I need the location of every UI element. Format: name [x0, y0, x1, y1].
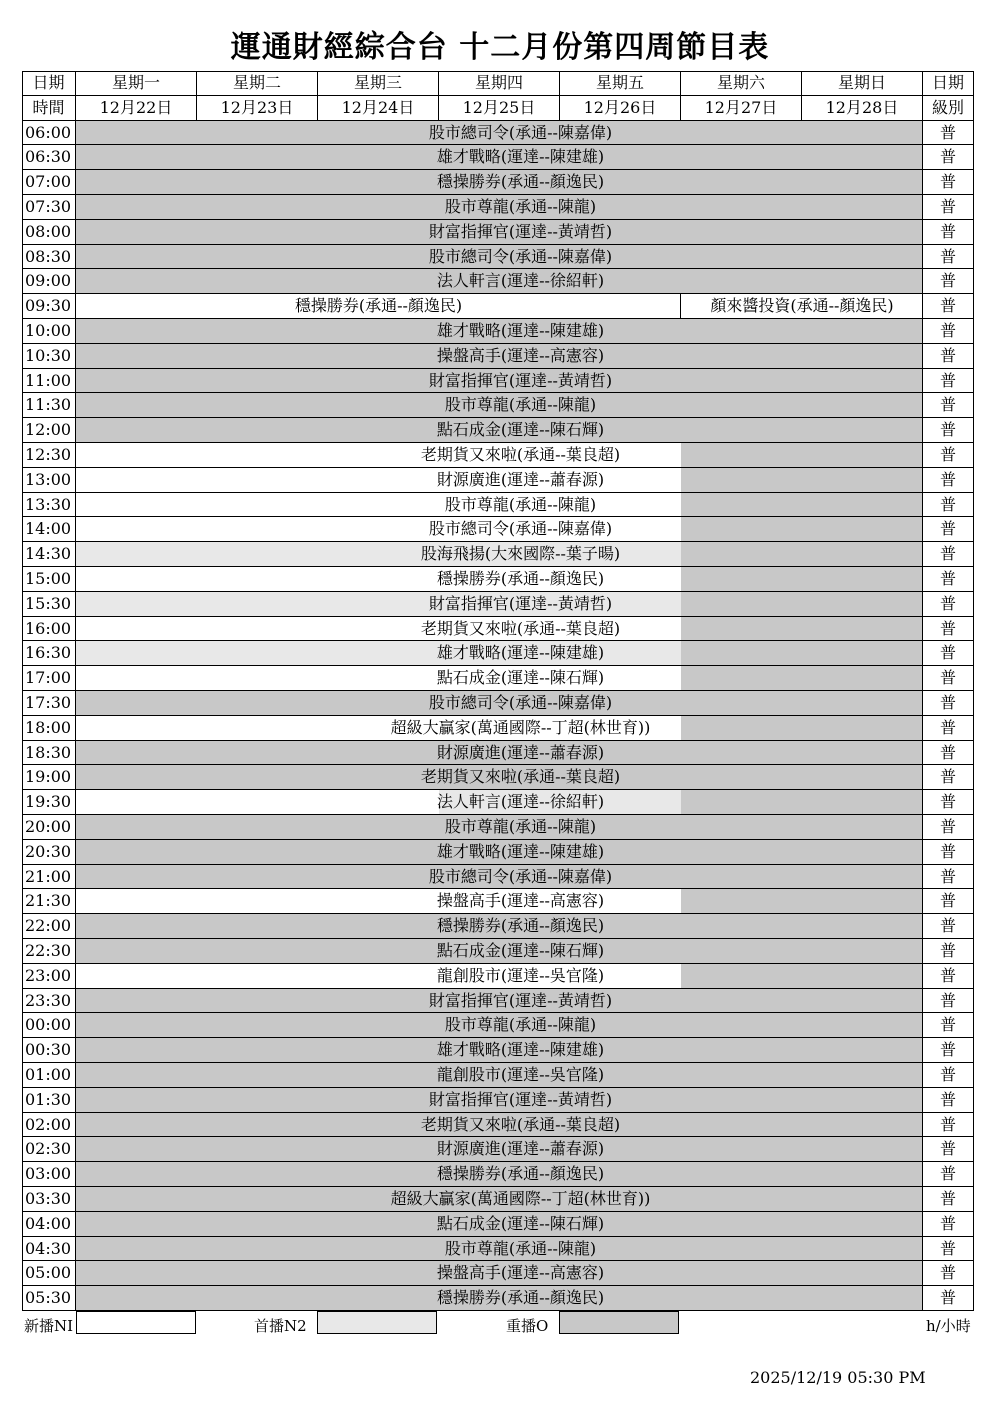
time-slot: 23:30: [22, 989, 76, 1014]
rating-level: 普: [923, 1063, 974, 1088]
legend-rerun-label: 重播O: [506, 1317, 549, 1335]
program-title: 財富指揮官(運達--黃靖哲): [428, 221, 613, 241]
time-slot: 16:30: [22, 641, 76, 666]
rating-level: 普: [923, 765, 974, 790]
program-title: 股市總司令(承通--陳嘉偉): [428, 866, 613, 886]
time-slot: 06:30: [22, 145, 76, 170]
program-title: 點石成金(運達--陳石輝): [436, 420, 605, 440]
time-slot: 21:00: [22, 865, 76, 890]
legend-first-swatch: [317, 1311, 437, 1334]
rating-level: 普: [923, 790, 974, 815]
program-title: 操盤高手(運達--高憲容): [436, 1263, 605, 1283]
rating-level: 普: [923, 319, 974, 344]
time-slot: 21:30: [22, 889, 76, 914]
program-title: 雄才戰略(運達--陳建雄): [436, 643, 605, 663]
program-title: 老期貨又來啦(承通--葉良超): [420, 1114, 621, 1134]
time-slot: 04:00: [22, 1212, 76, 1237]
day-header: 星期六: [681, 71, 802, 96]
legend-first-label: 首播N2: [254, 1317, 307, 1335]
rating-level: 普: [923, 170, 974, 195]
rating-level: 普: [923, 393, 974, 418]
rating-level: 普: [923, 815, 974, 840]
time-slot: 07:00: [22, 170, 76, 195]
rating-level: 普: [923, 716, 974, 741]
program-title: 穩操勝券(承通--顏逸民): [436, 1288, 605, 1308]
rating-level: 普: [923, 220, 974, 245]
time-slot: 13:30: [22, 493, 76, 518]
time-slot: 11:30: [22, 393, 76, 418]
rating-level: 普: [923, 145, 974, 170]
time-slot: 01:30: [22, 1088, 76, 1113]
program-title: 股市總司令(承通--陳嘉偉): [428, 122, 613, 142]
program-title: 法人軒言(運達--徐紹軒): [436, 271, 605, 291]
program-title: 老期貨又來啦(承通--葉良超): [420, 445, 621, 464]
time-slot: 00:30: [22, 1038, 76, 1063]
date-header: 12月26日: [560, 96, 681, 121]
program-title: 財源廣進(運達--蕭春源): [436, 742, 605, 762]
rating-level: 普: [923, 443, 974, 468]
time-slot: 23:00: [22, 964, 76, 989]
program-title: 財富指揮官(運達--黃靖哲): [428, 370, 613, 390]
rating-level: 普: [923, 269, 974, 294]
time-slot: 11:00: [22, 369, 76, 394]
rating-level: 普: [923, 493, 974, 518]
program-title: 雄才戰略(運達--陳建雄): [436, 147, 605, 167]
time-slot: 00:00: [22, 1013, 76, 1038]
time-slot: 19:00: [22, 765, 76, 790]
time-slot: 16:00: [22, 617, 76, 642]
rating-level: 普: [923, 121, 974, 146]
time-slot: 13:00: [22, 468, 76, 493]
time-slot: 12:00: [22, 418, 76, 443]
rating-level: 普: [923, 294, 974, 319]
program-title: 財源廣進(運達--蕭春源): [436, 1139, 605, 1159]
time-slot: 05:30: [22, 1286, 76, 1311]
rating-level: 普: [923, 914, 974, 939]
time-slot: 22:30: [22, 939, 76, 964]
legend-new-swatch: [76, 1311, 196, 1334]
header-date-label-right: 日期: [923, 71, 974, 96]
time-slot: 10:30: [22, 344, 76, 369]
rating-level: 普: [923, 989, 974, 1014]
rating-level: 普: [923, 195, 974, 220]
program-title: 財富指揮官(運達--黃靖哲): [428, 593, 613, 613]
legend: [22, 1311, 974, 1337]
time-slot: 18:00: [22, 716, 76, 741]
program-title: 穩操勝券(承通--顏逸民): [436, 172, 605, 192]
rating-level: 普: [923, 1137, 974, 1162]
legend-unit: h/小時: [926, 1317, 971, 1335]
rating-level: 普: [923, 1162, 974, 1187]
rating-level: 普: [923, 939, 974, 964]
rating-level: 普: [923, 1286, 974, 1311]
program-title: 點石成金(運達--陳石輝): [436, 1213, 605, 1233]
time-slot: 08:30: [22, 245, 76, 270]
program-title: 老期貨又來啦(承通--葉良超): [420, 767, 621, 787]
header-date-label: 日期: [22, 71, 76, 96]
rating-level: 普: [923, 344, 974, 369]
rating-level: 普: [923, 641, 974, 666]
header-time-label: 時間: [22, 96, 76, 121]
program-title: 雄才戰略(運達--陳建雄): [436, 1040, 605, 1060]
time-slot: 14:30: [22, 542, 76, 567]
rating-level: 普: [923, 1113, 974, 1138]
program-title: 股海飛揚(大來國際--葉子暘): [420, 544, 621, 564]
program-title: 股市尊龍(承通--陳龍): [444, 197, 597, 216]
rating-level: 普: [923, 1038, 974, 1063]
date-header: 12月23日: [197, 96, 318, 121]
rating-level: 普: [923, 542, 974, 567]
program-title: 股市尊龍(承通--陳龍): [444, 1238, 597, 1258]
rating-level: 普: [923, 666, 974, 691]
time-slot: 15:30: [22, 592, 76, 617]
rating-level: 普: [923, 741, 974, 766]
rating-level: 普: [923, 418, 974, 443]
schedule-table: [22, 71, 974, 1311]
program-title: 超級大贏家(萬通國際--丁超(林世育)): [390, 1189, 651, 1208]
program-title: 龍創股市(運達--吳官隆): [436, 1065, 605, 1084]
program-title: 點石成金(運達--陳石輝): [436, 668, 605, 688]
time-slot: 07:30: [22, 195, 76, 220]
rating-level: 普: [923, 1187, 974, 1212]
program-title: 股市總司令(承通--陳嘉偉): [428, 519, 613, 539]
rating-level: 普: [923, 1088, 974, 1113]
program-title: 超級大贏家(萬通國際--丁超(林世育)): [390, 717, 651, 737]
rating-level: 普: [923, 369, 974, 394]
time-slot: 17:30: [22, 691, 76, 716]
day-header: 星期二: [197, 71, 318, 96]
time-slot: 20:30: [22, 840, 76, 865]
legend-new-label: 新播NI: [24, 1317, 74, 1335]
program-title: 穩操勝券(承通--顏逸民): [436, 569, 605, 588]
rating-level: 普: [923, 468, 974, 493]
time-slot: 18:30: [22, 741, 76, 766]
program-title: 法人軒言(運達--徐紹軒): [436, 792, 605, 812]
program-title: 穩操勝券(承通--顏逸民): [436, 916, 605, 936]
time-slot: 06:00: [22, 121, 76, 146]
date-header: 12月27日: [681, 96, 802, 121]
rating-level: 普: [923, 840, 974, 865]
program-title: 操盤高手(運達--高憲容): [436, 345, 605, 365]
program-title: 股市總司令(承通--陳嘉偉): [428, 246, 613, 266]
rating-level: 普: [923, 865, 974, 890]
print-timestamp: 2025/12/19 05:30 PM: [750, 1368, 926, 1387]
rating-level: 普: [923, 245, 974, 270]
program-title: 財富指揮官(運達--黃靖哲): [428, 990, 613, 1010]
program-title-weekend: 顏來醬投資(承通--顏逸民): [710, 296, 894, 316]
program-title: 龍創股市(運達--吳官隆): [436, 965, 605, 985]
time-slot: 15:00: [22, 567, 76, 592]
rating-level: 普: [923, 1261, 974, 1286]
program-title: 老期貨又來啦(承通--葉良超): [420, 618, 621, 638]
day-header: 星期三: [318, 71, 439, 96]
time-slot: 20:00: [22, 815, 76, 840]
rating-level: 普: [923, 889, 974, 914]
time-slot: 10:00: [22, 319, 76, 344]
program-title: 雄才戰略(運達--陳建雄): [436, 841, 605, 861]
legend-rerun-swatch: [559, 1311, 679, 1334]
program-title: 股市尊龍(承通--陳龍): [444, 494, 597, 514]
date-header: 12月28日: [802, 96, 923, 121]
rating-level: 普: [923, 691, 974, 716]
program-title: 財富指揮官(運達--黃靖哲): [428, 1089, 613, 1109]
page-title: 運通財經綜合台 十二月份第四周節目表: [230, 30, 770, 65]
program-title: 財源廣進(運達--蕭春源): [436, 469, 605, 489]
rating-level: 普: [923, 964, 974, 989]
date-header: 12月22日: [76, 96, 197, 121]
program-title: 股市尊龍(承通--陳龍): [444, 395, 597, 415]
day-header: 星期五: [560, 71, 681, 96]
time-slot: 01:00: [22, 1063, 76, 1088]
program-title: 雄才戰略(運達--陳建雄): [436, 321, 605, 340]
program-title: 穩操勝券(承通--顏逸民): [294, 296, 463, 316]
day-header: 星期四: [439, 71, 560, 96]
time-slot: 05:00: [22, 1261, 76, 1286]
day-header: 星期一: [76, 71, 197, 96]
time-slot: 14:00: [22, 517, 76, 542]
date-header: 12月24日: [318, 96, 439, 121]
rating-level: 普: [923, 617, 974, 642]
program-title: 股市總司令(承通--陳嘉偉): [428, 693, 613, 712]
time-slot: 12:30: [22, 443, 76, 468]
time-slot: 17:00: [22, 666, 76, 691]
time-slot: 04:30: [22, 1237, 76, 1262]
rating-level: 普: [923, 1013, 974, 1038]
time-slot: 02:00: [22, 1113, 76, 1138]
program-title: 股市尊龍(承通--陳龍): [444, 1015, 597, 1035]
time-slot: 09:00: [22, 269, 76, 294]
time-slot: 08:00: [22, 220, 76, 245]
header-level-label: 級別: [923, 96, 974, 121]
time-slot: 03:00: [22, 1162, 76, 1187]
program-title: 點石成金(運達--陳石輝): [436, 941, 605, 960]
rating-level: 普: [923, 567, 974, 592]
rating-level: 普: [923, 1212, 974, 1237]
rating-level: 普: [923, 592, 974, 617]
rating-level: 普: [923, 517, 974, 542]
program-title: 股市尊龍(承通--陳龍): [444, 817, 597, 836]
time-slot: 03:30: [22, 1187, 76, 1212]
time-slot: 19:30: [22, 790, 76, 815]
time-slot: 22:00: [22, 914, 76, 939]
rating-level: 普: [923, 1237, 974, 1262]
program-title: 穩操勝券(承通--顏逸民): [436, 1164, 605, 1184]
program-title: 操盤高手(運達--高憲容): [436, 891, 605, 911]
time-slot: 02:30: [22, 1137, 76, 1162]
day-header: 星期日: [802, 71, 923, 96]
date-header: 12月25日: [439, 96, 560, 121]
time-slot: 09:30: [22, 294, 76, 319]
